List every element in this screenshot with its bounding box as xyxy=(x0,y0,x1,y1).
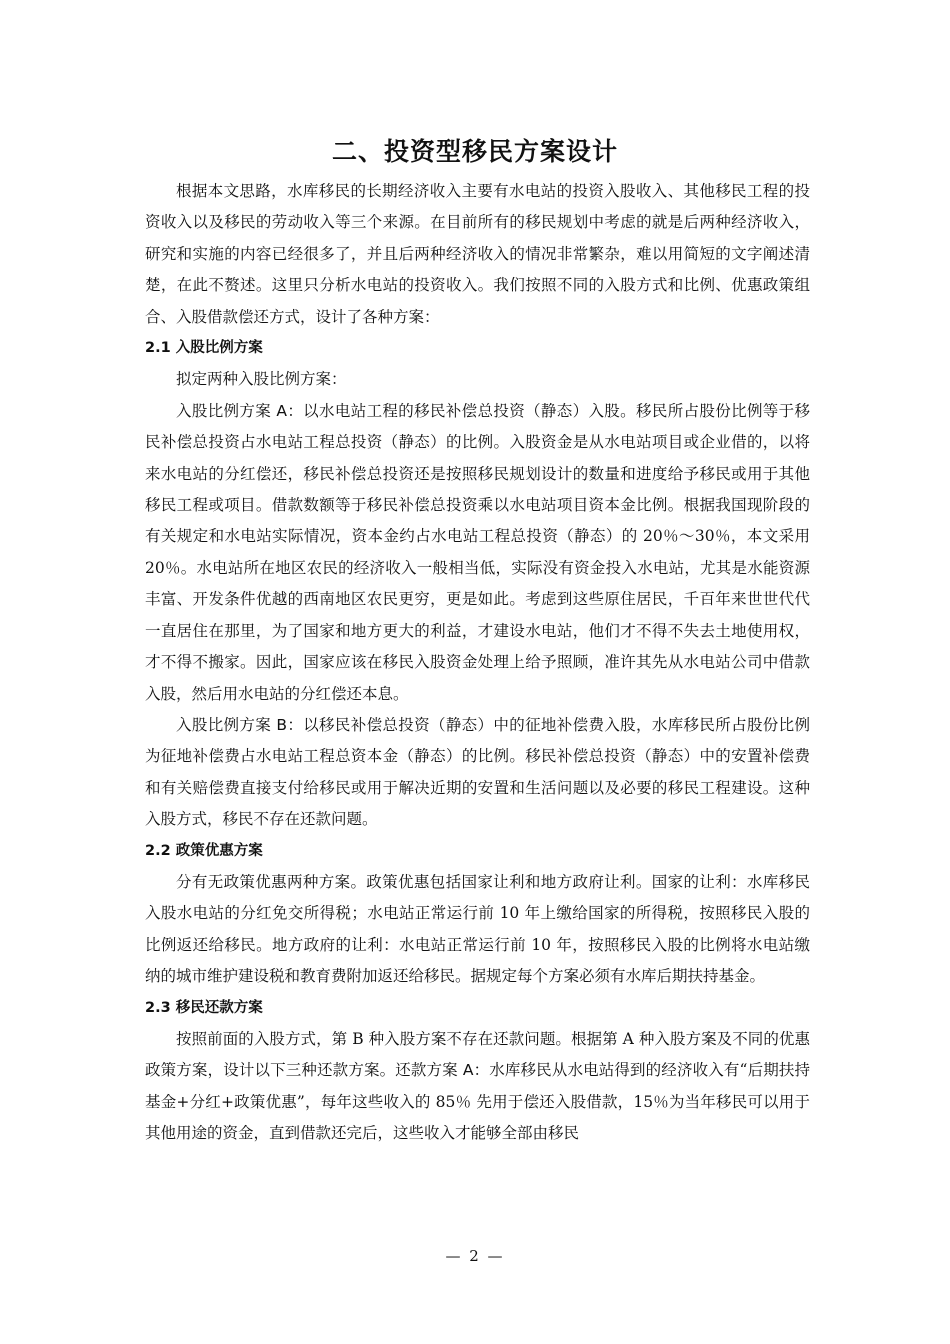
section-heading-2-1: 2.1 入股比例方案 xyxy=(145,340,263,357)
repayment-text-after: 水库移民从水电站得到的经济收入有“后期扶持基金+分红+政策优惠”，每年这些收入的 85％ 先用于偿还入股借款，15％为当年移民可以用于其他用途的资金，直到借款还完后，这些收入才能够全部由移民 xyxy=(145,1061,810,1143)
repayment-paragraph xyxy=(145,1024,810,1150)
plan-a-paragraph xyxy=(145,396,810,710)
intro-paragraph: 根据本文思路，水库移民的长期经济收入主要有水电站的投资入股收入、其他移民工程的投资收入以及移民的劳动收入等三个来源。在目前所有的移民规划中考虑的就是后两种经济收入，研究和实施的内容已经很多了，并且后两种经济收入的情况非常繁杂，难以用简短的文字阐述清楚，在此不赘述。这里只分析水电站的投资收入。我们按照不同的入股方式和比例、优惠政策组合、入股借款偿还方式，设计了各种方案： xyxy=(145,182,810,326)
page-title: 二、投资型移民方案设计 xyxy=(331,137,618,166)
document-body xyxy=(145,176,810,1150)
policy-paragraph: 分有无政策优惠两种方案。政策优惠包括国家让利和地方政府让利。国家的让利：水库移民入股水电站的分红免交所得税；水电站正常运行前 10 年上缴给国家的所得税，按照移民入股的比例返还给移民。地方政府的让利：水电站正常运行前 10 年，按照移民入股的比例将水电站缴纳的城市维护建设税和教育费附加返还给移民。据规定每个方案必须有水库后期扶持基金。 xyxy=(145,872,810,986)
page-number: — 2 — xyxy=(445,1247,505,1265)
section-heading-2-2: 2.2 政策优惠方案 xyxy=(145,842,263,859)
section-heading-2-3: 2.3 移民还款方案 xyxy=(145,999,263,1016)
plan-a-text: 以水电站工程的移民补偿总投资（静态）入股。移民所占股份比例等于移民补偿总投资占水电站工程总投资（静态）的比例。入股资金是从水电站项目或企业借的，以将来水电站的分红偿还，移民补偿总投资还是按照移民规划设计的数量和进度给予移民或用于其他移民工程或项目。借款数额等于移民补偿总投资乘以水电站项目资本金比例。根据我国现阶段的有关规定和水电站实际情况，资本金约占水电站工程总投资（静态）的 20％～30％，本文采用 20％。水电站所在地区农民的经济收入一般相当低，实际没有资金投入水电站，尤其是水能资源丰富、开发条件优越的西南地区农民更穷，更是如此。考虑到这些原住居民，千百年来世世代代一直居住在那里，为了国家和地方更大的利益，才建设水电站，他们才不得不失去土地使用权，才不得不搬家。因此，国家应该在移民入股资金处理上给予照顾，准许其先从水电站公司中借款入股，然后用水电站的分红偿还本息。 xyxy=(145,401,810,703)
plan-b-label: 入股比例方案 B： xyxy=(176,715,304,734)
repay-a-label: 还款方案 A： xyxy=(395,1061,490,1080)
plan-b-paragraph xyxy=(145,710,810,836)
repayment-text-before: 按照前面的入股方式，第 B 种入股方案不存在还款问题。根据第 A 种入股方案及不同的优惠政策方案，设计以下三种还款方案。 xyxy=(145,1029,810,1080)
section-2-1-lead: 拟定两种入股比例方案： xyxy=(176,370,347,389)
plan-a-label: 入股比例方案 A： xyxy=(176,401,304,420)
plan-b-text: 以移民补偿总投资（静态）中的征地补偿费入股，水库移民所占股份比例为征地补偿费占水电站工程总资本金（静态）的比例。移民补偿总投资（静态）中的安置补偿费和有关赔偿费直接支付给移民或用于解决近期的安置和生活问题以及必要的移民工程建设。这种入股方式，移民不存在还款问题。 xyxy=(145,715,810,829)
